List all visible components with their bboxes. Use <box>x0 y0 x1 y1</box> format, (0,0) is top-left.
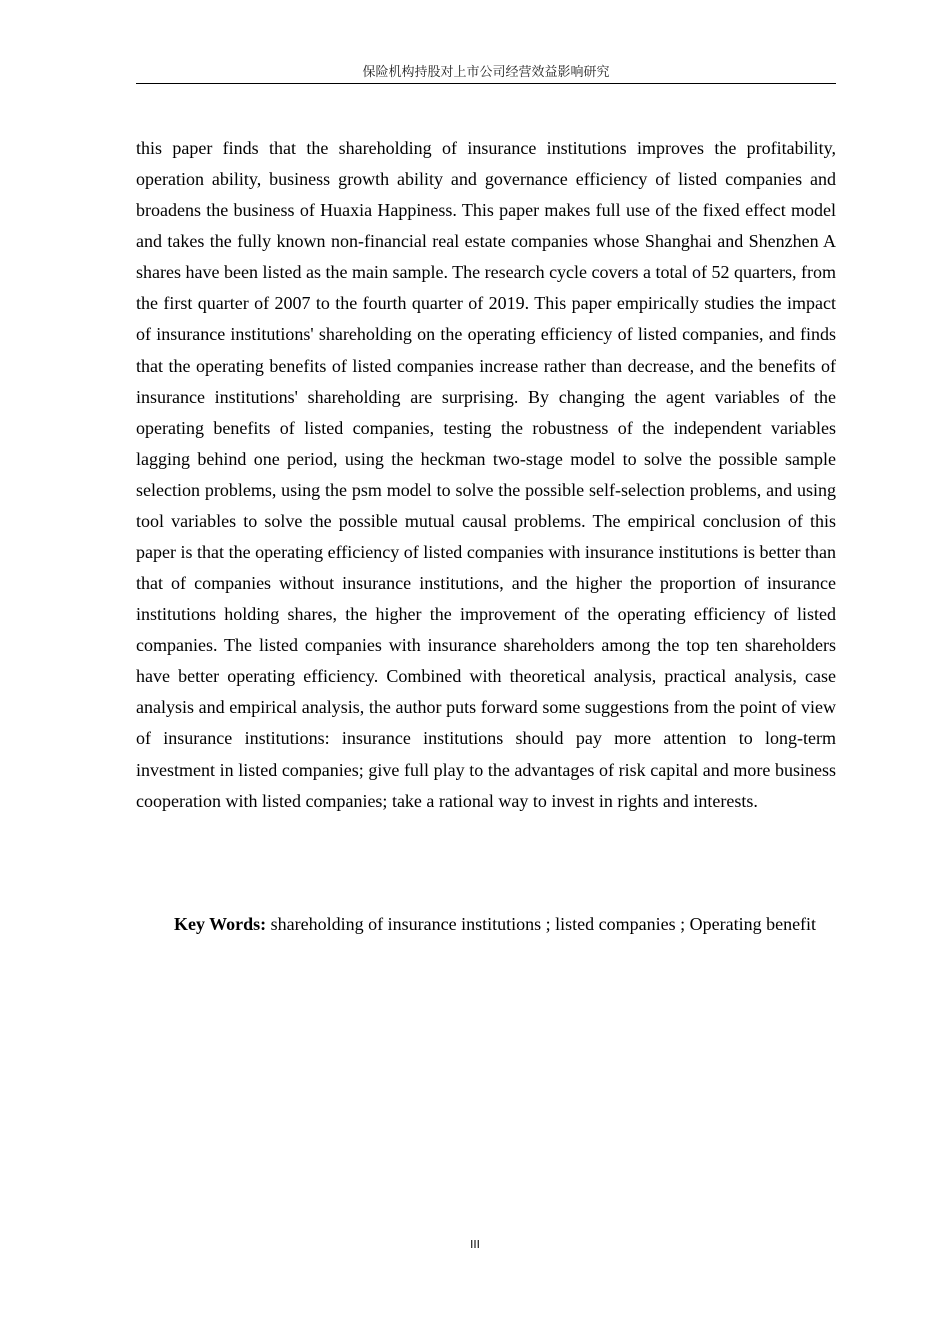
page-number: III <box>470 1238 480 1251</box>
abstract-paragraph: this paper finds that the shareholding of insurance institutions improves the profitability, operation ability, business growth ability and governance efficiency of listed companies and broadens the business of Huaxia Happiness. This paper makes full use of the fixed effect model and takes the fully known non-financial real estate companies whose Shanghai and Shenzhen A shares have been listed as the main sample. The research cycle covers a total of 52 quarters, from the first quarter of 2007 to the fourth quarter of 2019. This paper empirically studies the impact of insurance institutions' shareholding on the operating efficiency of listed companies, and finds that the operating benefits of listed companies increase rather than decrease, and the benefits of insurance institutions' shareholding are surprising. By changing the agent variables of the operating benefits of listed companies, testing the robustness of the independent variables lagging behind one period, using the heckman two-stage model to solve the possible sample selection problems, using the psm model to solve the possible self-selection problems, and using tool variables to solve the possible mutual causal problems. The empirical conclusion of this paper is that the operating efficiency of listed companies with insurance institutions is better than that of companies without insurance institutions, and the higher the proportion of insurance institutions holding shares, the higher the improvement of the operating efficiency of listed companies. The listed companies with insurance shareholders among the top ten shareholders have better operating efficiency. Combined with theoretical analysis, practical analysis, case analysis and empirical analysis, the author puts forward some suggestions from the point of view of insurance institutions: insurance institutions should pay more attention to long-term investment in listed companies; give full play to the advantages of risk capital and more business cooperation with listed companies; take a rational way to invest in rights and interests. <box>136 138 836 811</box>
keywords-block <box>136 909 836 940</box>
keywords-text: shareholding of insurance institutions ; listed companies ; Operating benefit <box>266 914 817 934</box>
header-divider <box>136 83 836 84</box>
running-header-title: 保险机构持股对上市公司经营效益影响研究 <box>362 65 610 80</box>
keywords-label: Key Words: <box>174 914 267 934</box>
